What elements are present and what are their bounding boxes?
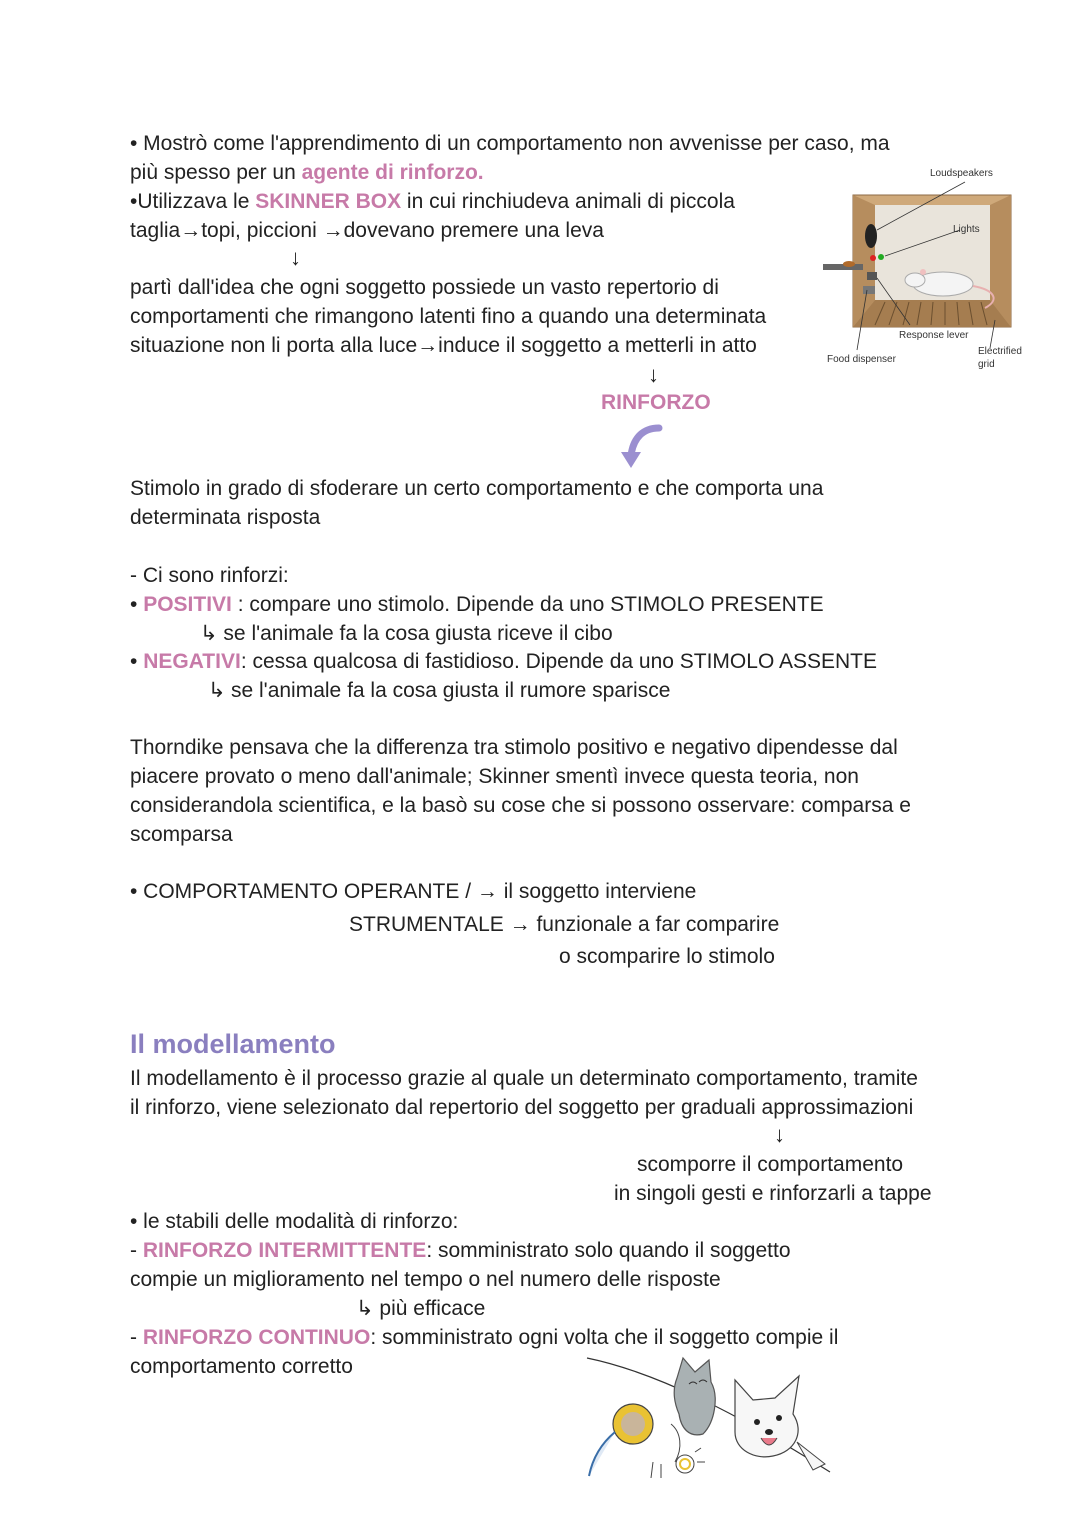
label-grid: grid (978, 359, 995, 370)
intro-line-5: partì dall'idea che ogni soggetto possiede un vasto repertorio di (130, 276, 719, 299)
highlight-rinforzo-continuo: RINFORZO CONTINUO (142, 1326, 371, 1349)
positivi-text: : compare uno stimolo. Dipende da uno STIMOLO PRESENTE (231, 593, 824, 616)
label-loudspeakers: Loudspeakers (930, 168, 993, 179)
highlight-skinner-box: SKINNER BOX (255, 190, 402, 213)
intro-line-4: taglia→topi, piccioni →dovevano premere una leva (130, 219, 604, 242)
continuo-line-2: comportamento corretto (130, 1355, 353, 1378)
rinforzi-positivi (130, 590, 824, 619)
intermittente-text: : somministrato solo quando il soggetto (426, 1239, 791, 1262)
intro-line-2 (130, 158, 484, 187)
modellamento-line-4: in singoli gesti e rinforzarli a tappe (614, 1182, 932, 1205)
intro-line-3 (130, 187, 735, 216)
down-arrow-2: ↓ (648, 362, 659, 387)
thorndike-line-2: piacere provato o meno dall'animale; Skinner smentì invece questa teoria, non (130, 765, 859, 788)
skinner-box-illustration (815, 160, 1045, 380)
dash: - (130, 1239, 143, 1262)
negativi-sub: se l'animale fa la cosa giusta il rumore sparisce (231, 679, 671, 702)
down-arrow-1: ↓ (290, 245, 301, 270)
highlight-rinforzo-intermittente: RINFORZO INTERMITTENTE (142, 1239, 427, 1262)
negativi-sub-arrow: ↳ (208, 679, 226, 702)
rinforzo-continuo (130, 1323, 838, 1352)
stimolo-line-1: Stimolo in grado di sfoderare un certo comportamento e che comporta una (130, 477, 824, 500)
label-response-lever: Response lever (899, 330, 969, 341)
modellamento-line-1: Il modellamento è il processo grazie al quale un determinato comportamento, tramite (130, 1067, 918, 1090)
modellamento-line-2: il rinforzo, viene selezionato dal repertorio del soggetto per graduali approssimazioni (130, 1096, 914, 1119)
thorndike-line-1: Thorndike pensava che la differenza tra stimolo positivo e negativo dipendesse dal (130, 736, 898, 759)
thorndike-line-3: considerandola scientifica, e la basò su cose che si possono osservare: comparsa e (130, 794, 911, 817)
stimolo-line-2: determinata risposta (130, 506, 321, 529)
rinforzo-intermittente (130, 1236, 791, 1265)
operante-line-2: STRUMENTALE → funzionale a far comparire (349, 913, 780, 936)
label-food-dispenser: Food dispenser (827, 354, 896, 365)
continuo-text: : somministrato ogni volta che il soggetto compie il (370, 1326, 839, 1349)
intermittente-sub: ↳ più efficace (356, 1297, 486, 1320)
intro-line-6: comportamenti che rimangono latenti fino a quando una determinata (130, 305, 767, 328)
intro-line-3-pre: •Utilizzava le (130, 190, 256, 213)
bullet: • (130, 593, 144, 616)
operante-line-3: o scomparire lo stimolo (559, 945, 775, 968)
modellamento-line-3: scomporre il comportamento (637, 1153, 904, 1176)
dash: - (130, 1326, 143, 1349)
down-arrow-3: ↓ (774, 1122, 785, 1147)
highlight-negativi: NEGATIVI (143, 650, 241, 673)
positivi-sub: ↳ se l'animale fa la cosa giusta riceve il cibo (200, 622, 613, 645)
intermittente-line-2: compie un miglioramento nel tempo o nel numero delle risposte (130, 1268, 721, 1291)
negativi-text: : cessa qualcosa di fastidioso. Dipende da uno STIMOLO ASSENTE (240, 650, 877, 673)
bullet: • (130, 650, 144, 673)
rinforzi-intro: - Ci sono rinforzi: (130, 564, 289, 587)
highlight-positivi: POSITIVI (143, 593, 232, 616)
highlight-agente-di-rinforzo: agente di rinforzo. (301, 161, 484, 184)
curved-arrow-icon (615, 422, 665, 472)
label-lights: Lights (953, 224, 980, 235)
intro-line-2-text: più spesso per un (130, 161, 302, 184)
label-electrified: Electrified (978, 346, 1022, 357)
operante-line-1: • COMPORTAMENTO OPERANTE / → il soggetto interviene (130, 880, 697, 903)
modellamento-line-5: • le stabili delle modalità di rinforzo: (130, 1210, 459, 1233)
intro-line-7: situazione non li porta alla luce→induce il soggetto a metterli in atto (130, 334, 757, 357)
rinforzo-label: RINFORZO (601, 391, 711, 414)
modellamento-heading: Il modellamento (130, 1029, 336, 1059)
intro-line-1: • Mostrò come l'apprendimento di un comportamento non avvenisse per caso, ma (130, 132, 890, 155)
rinforzi-negativi (130, 647, 877, 676)
thorndike-line-4: scomparsa (130, 823, 233, 846)
cat-dog-illustration (585, 1352, 835, 1487)
intro-line-3-post: in cui rinchiudeva animali di piccola (401, 190, 735, 213)
